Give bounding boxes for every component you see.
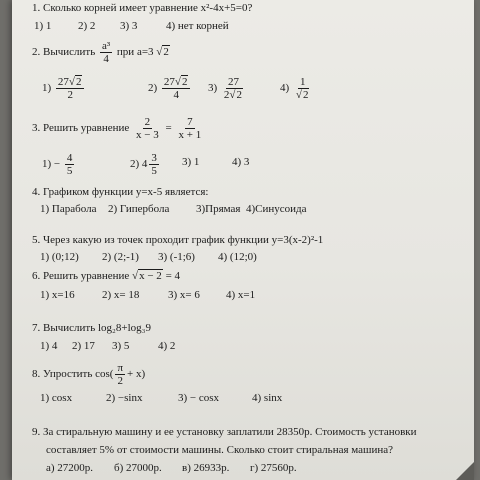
worksheet-page [12,0,474,480]
option: 3) 5 [112,340,130,352]
fraction: $\frac{7}{x + 1}$ [178,116,202,141]
radical: 2 [163,46,169,59]
option: 2) $\frac{27√2}{4}$ [148,76,192,101]
question-4: 4. Графиком функции y=x-5 является: [32,186,209,198]
option: 3) 3 [120,20,138,32]
option: 3) $\frac{27}{2√2}$ [208,76,242,101]
option: 4) $\frac{1}{√2}$ [280,76,309,101]
question-7: 7. Вычислить log₂8+log₃9 [32,322,151,334]
question-8 [32,362,145,387]
option: 3) (-1;6) [158,251,195,263]
numerator: a³ [101,40,111,52]
option: 4) 3 [232,156,250,168]
option: б) 27000р. [114,462,162,474]
question-5: 5. Через какую из точек проходит график функции y=3(x-2)²-1 [32,234,324,246]
option: 1) 4 [40,340,58,352]
option: 2) (2;-1) [102,251,139,263]
question-6-prefix: 6. Решить уравнение [32,270,130,282]
question-3-prefix: 3. Решить уравнение [32,122,130,135]
question-6-suffix: = 4 [165,270,181,282]
equals-sign: = [165,122,172,135]
option: 2) 2 [78,20,96,32]
fraction [100,40,112,65]
question-9-line-2: составляет 5% от стоимости машины. Сколько стоит стиральная машина? [46,444,394,456]
question-3 [32,116,205,141]
question-2-suffix: при a=3 [116,46,154,59]
question-8-prefix: 8. Упростить cos( [32,368,114,381]
option: 4) x=1 [226,289,256,301]
fraction: $\frac{2}{x - 3}$ [136,116,159,141]
fraction: $\frac{\pi}{2}$ [117,362,124,387]
option: 1) Парабола [40,203,97,215]
option: 3)Прямая [196,203,241,215]
page-curl [456,462,474,480]
question-2: 2. Вычислить $\frac{\text{a³}}{4}$ при a=3 √2 [32,40,169,65]
option: 1) 1 [34,20,52,32]
question-9-line-1: 9. За стиральную машину и ее установку заплатили 28350р. Стоимость установки [32,426,417,438]
option: 4) sinx [252,392,283,404]
option: 4) нет корней [166,20,229,32]
option: 4) 2 [158,340,176,352]
option: 1) (0;12) [40,251,79,263]
question-8-suffix: + x) [127,368,146,381]
option: в) 26933р. [182,462,230,474]
option: 2) Гипербола [108,203,170,215]
option: 3) 1 [182,156,200,168]
option: 4)Синусоида [246,203,307,215]
question-1: 1. Сколько корней имеет уравнение x²-4x+5=0? [32,2,253,14]
option: 4) (12;0) [218,251,257,263]
denominator: 4 [103,53,109,65]
radicand: x − 2 [139,270,162,282]
option: а) 27200р. [46,462,94,474]
option: 2) 17 [72,340,95,352]
option: 2) −sinx [106,392,143,404]
option: 1) $\frac{27√2}{2}$ [42,76,86,101]
option: 3) − cosx [178,392,220,404]
option: г) 27560р. [250,462,297,474]
option: 2) x= 18 [102,289,140,301]
option: 1) cosx [40,392,73,404]
question-2-prefix: 2. Вычислить [32,46,96,59]
option: 1) − $\frac{4}{5}$ [42,152,73,177]
question-6: 6. Решить уравнение √x − 2 = 4 [32,270,181,282]
option: 3) x= 6 [168,289,200,301]
option: 2) 4 $\frac{3}{5}$ [130,152,157,177]
option: 1) x=16 [40,289,75,301]
